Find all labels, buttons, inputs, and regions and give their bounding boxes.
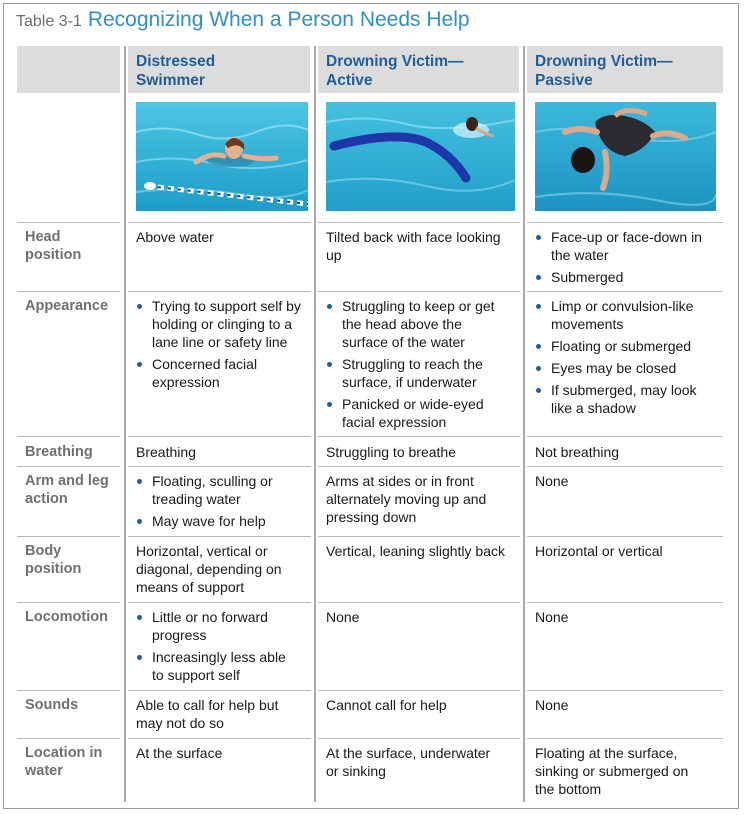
row-divider (318, 536, 520, 537)
photo-distressed-swimmer (136, 102, 308, 211)
row-divider (318, 690, 520, 691)
cell-head-distressed: Above water (136, 229, 214, 245)
row-divider (128, 536, 311, 537)
row-divider (128, 436, 311, 437)
list-item: Struggling to keep or get the head above the surface of the water (326, 297, 506, 351)
row-divider (527, 690, 723, 691)
row-divider (318, 466, 520, 467)
cell-locomotion-active: None (326, 609, 360, 625)
row-divider (318, 222, 520, 223)
row-divider (17, 436, 120, 437)
row-divider (128, 738, 311, 739)
cell-locomotion-distressed (136, 608, 301, 688)
list-item: Concerned facial expression (136, 355, 308, 391)
cell-body-active: Vertical, leaning slightly back (326, 543, 505, 559)
row-divider (318, 738, 520, 739)
row-divider (318, 436, 520, 437)
row-label-body-position: Body position (25, 543, 82, 577)
cell-breathing-active: Struggling to breathe (326, 444, 456, 460)
row-label-arm-leg-action: Arm and leg action (25, 473, 109, 507)
row-divider (527, 436, 723, 437)
cell-location-passive: Floating at the surface, sinking or submerged on the bottom (535, 745, 689, 797)
column-header-passive: Drowning Victim— Passive (527, 46, 723, 93)
cell-head-active: Tilted back with face looking up (326, 229, 501, 263)
list-item: Floating or submerged (535, 337, 720, 355)
row-divider (17, 738, 120, 739)
row-divider (128, 222, 311, 223)
row-divider (17, 222, 120, 223)
cell-head-passive (535, 228, 720, 290)
cell-armleg-distressed (136, 472, 308, 534)
table-title (16, 8, 470, 32)
row-divider (128, 690, 311, 691)
row-divider (527, 466, 723, 467)
list-item: Floating, sculling or treading water (136, 472, 308, 508)
list-item: Eyes may be closed (535, 359, 720, 377)
row-label-appearance: Appearance (25, 298, 109, 314)
cell-breathing-distressed: Breathing (136, 444, 196, 460)
list-item: Trying to support self by holding or clinging to a lane line or safety line (136, 297, 308, 351)
cell-sounds-passive: None (535, 697, 569, 713)
row-label-head-position: Head position (25, 229, 82, 263)
row-divider (17, 536, 120, 537)
cell-location-distressed: At the surface (136, 745, 223, 761)
row-divider (527, 602, 723, 603)
row-divider (17, 291, 120, 292)
list-item: Increasingly less able to support self (136, 648, 301, 684)
cell-breathing-passive: Not breathing (535, 444, 620, 460)
list-item: May wave for help (136, 512, 308, 530)
row-divider (318, 291, 520, 292)
cell-armleg-passive: None (535, 473, 569, 489)
cell-location-active: At the surface, underwater or sinking (326, 745, 491, 779)
cell-appearance-passive (535, 297, 720, 421)
list-item: Submerged (535, 268, 720, 286)
table-number: Table 3-1 (16, 13, 82, 30)
row-label-breathing: Breathing (25, 444, 93, 460)
photo-passive-drowning-victim (535, 102, 716, 211)
list-item: Limp or convulsion-like movements (535, 297, 720, 333)
cell-locomotion-passive: None (535, 609, 569, 625)
column-divider (124, 46, 126, 802)
row-label-location-in-water: Location in water (25, 745, 103, 779)
list-item: Face-up or face-down in the water (535, 228, 720, 264)
row-divider (128, 466, 311, 467)
cell-sounds-active: Cannot call for help (326, 697, 447, 713)
row-divider (17, 466, 120, 467)
row-divider (527, 291, 723, 292)
photo-active-drowning-victim (326, 102, 515, 211)
list-item: Struggling to reach the surface, if underwater (326, 355, 506, 391)
row-divider (318, 602, 520, 603)
cell-appearance-active (326, 297, 506, 435)
row-divider (17, 690, 120, 691)
column-divider (314, 46, 316, 802)
column-divider (523, 46, 525, 802)
row-divider (527, 738, 723, 739)
row-divider (128, 291, 311, 292)
row-divider (527, 536, 723, 537)
row-divider (527, 222, 723, 223)
list-item: If submerged, may look like a shadow (535, 381, 720, 417)
table-heading: Recognizing When a Person Needs Help (87, 8, 470, 31)
row-label-sounds: Sounds (25, 697, 79, 713)
list-item: Little or no forward progress (136, 608, 301, 644)
column-header-active: Drowning Victim— Active (318, 46, 519, 93)
cell-body-distressed: Horizontal, vertical or diagonal, depending on means of support (136, 543, 282, 595)
column-header-distressed: Distressed Swimmer (128, 46, 310, 93)
cell-armleg-active: Arms at sides or in front alternately moving up and pressing down (326, 473, 487, 525)
row-divider (128, 602, 311, 603)
header-corner (17, 46, 120, 93)
row-divider (17, 602, 120, 603)
cell-body-passive: Horizontal or vertical (535, 543, 663, 559)
cell-appearance-distressed (136, 297, 308, 395)
list-item: Panicked or wide-eyed facial expression (326, 395, 506, 431)
cell-sounds-distressed: Able to call for help but may not do so (136, 697, 279, 731)
row-label-locomotion: Locomotion (25, 609, 108, 625)
